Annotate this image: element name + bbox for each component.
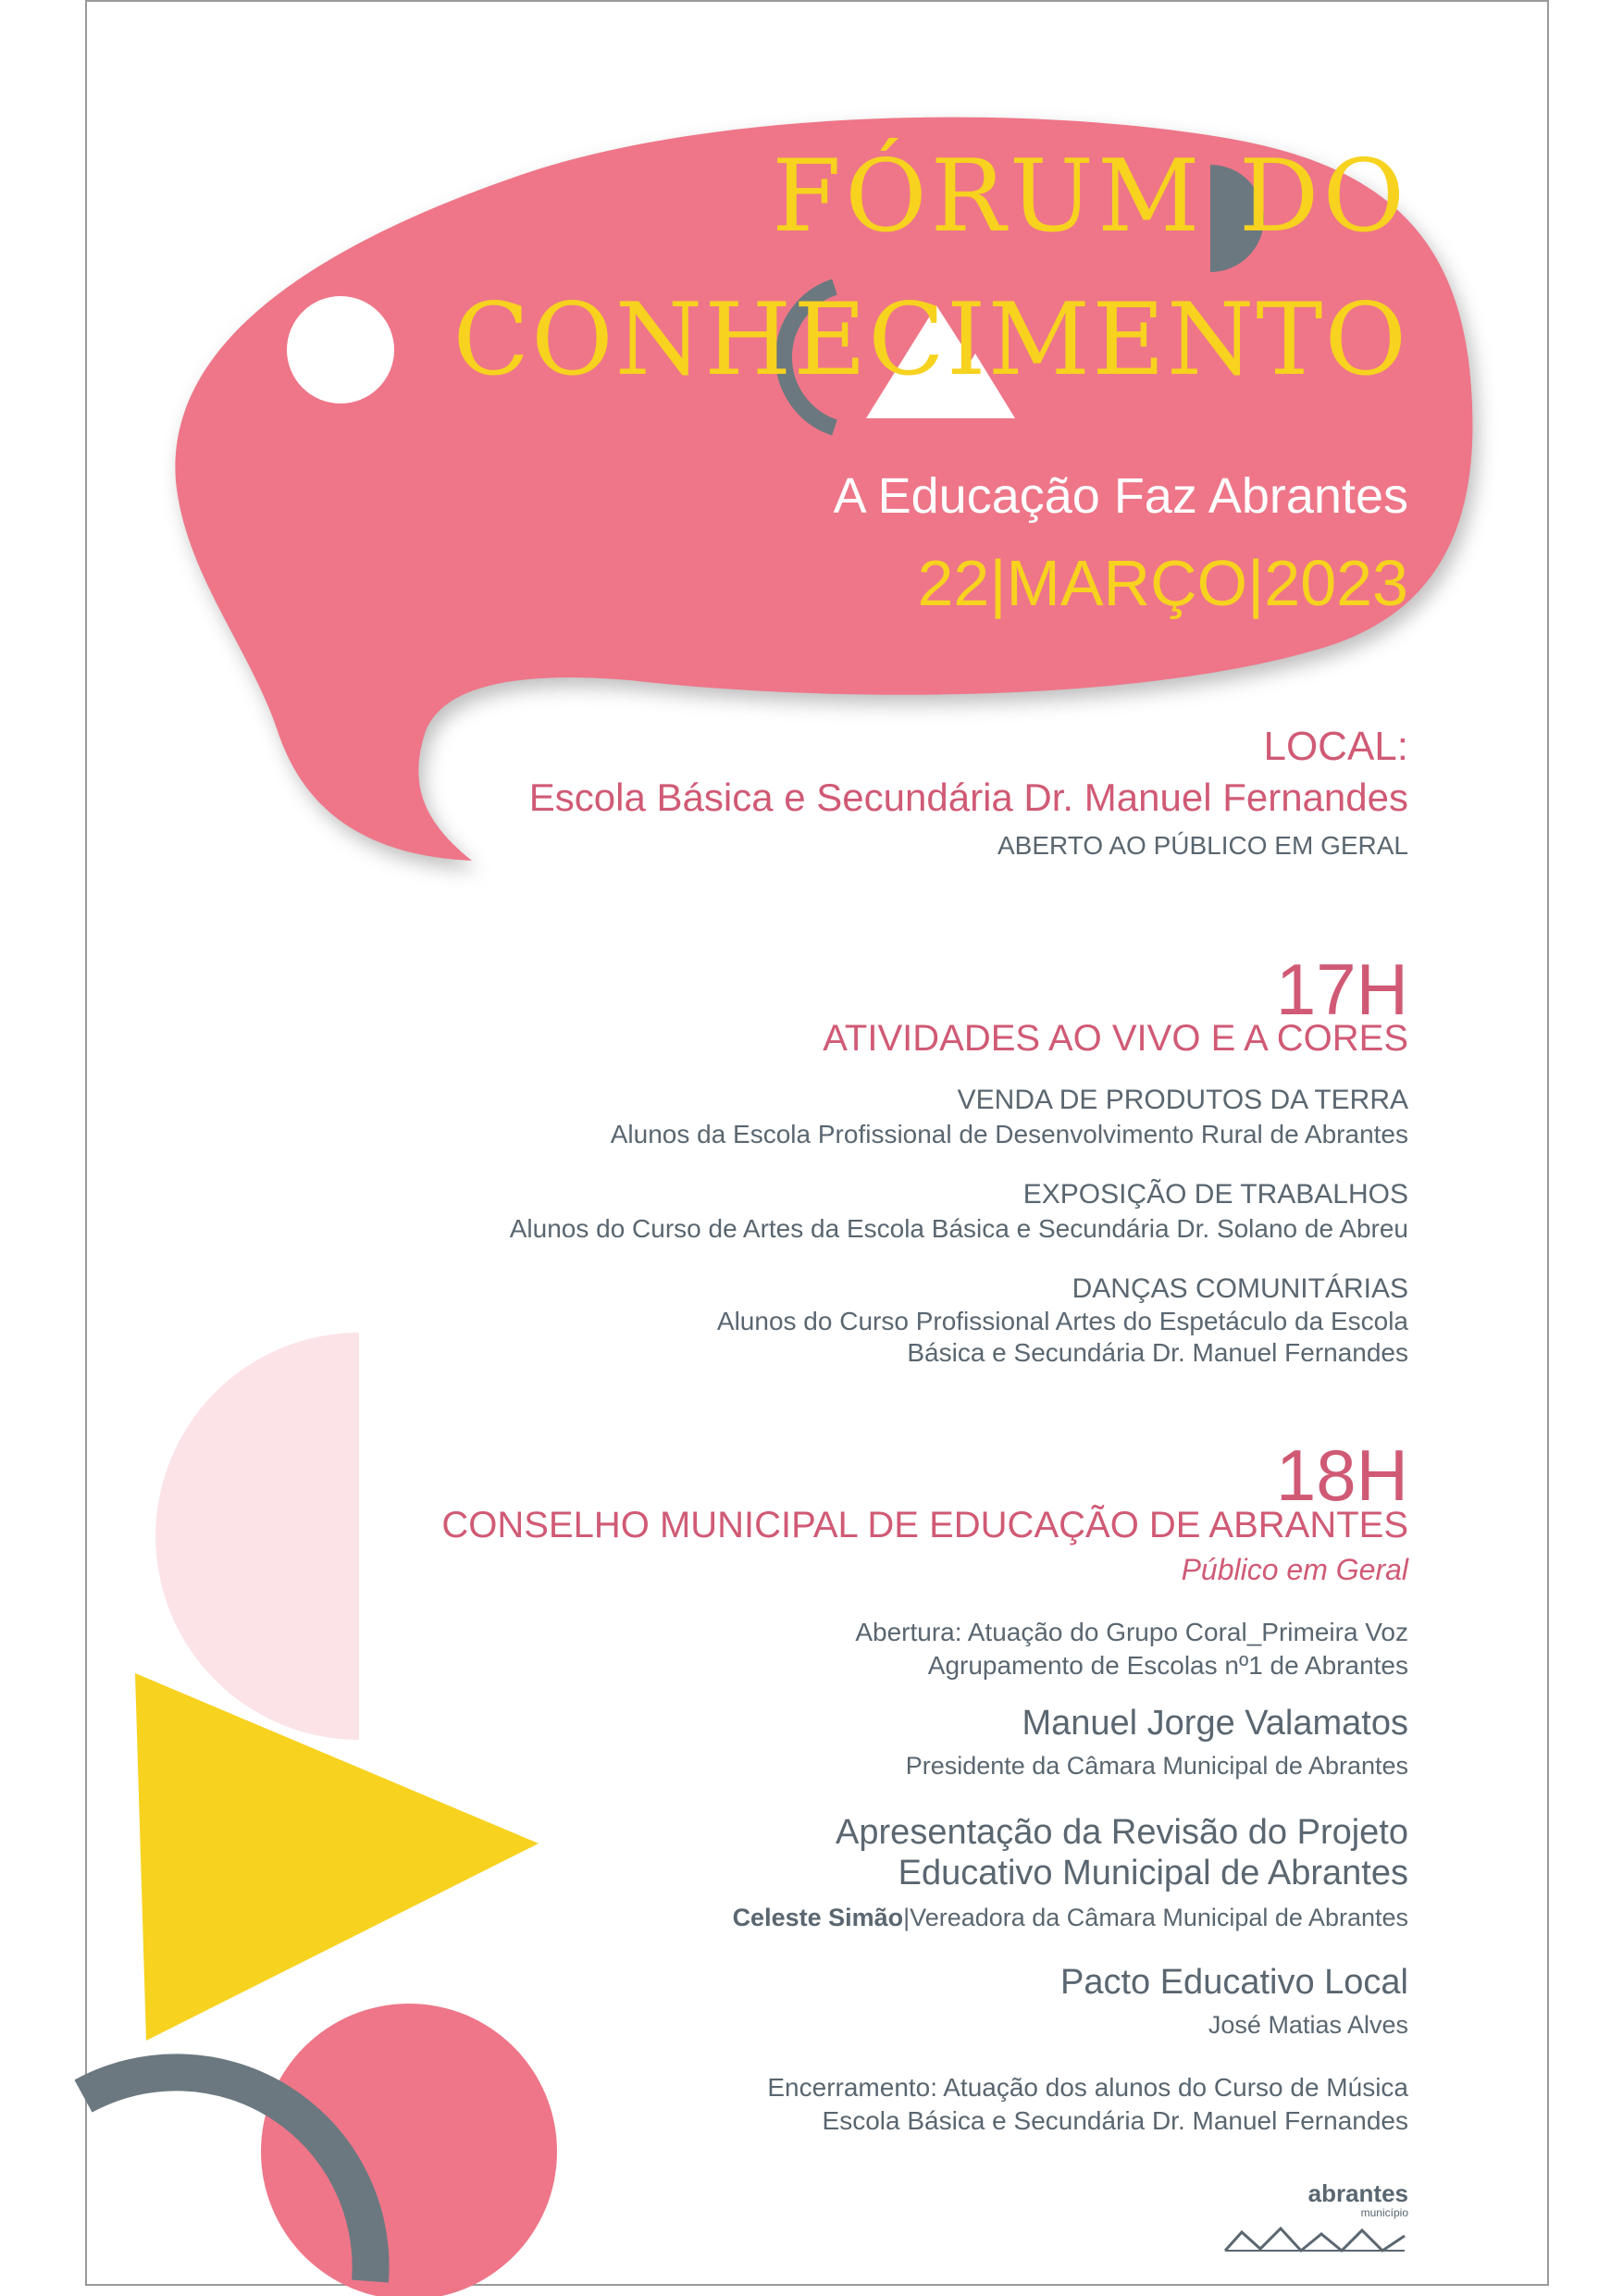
closing-text: Atuação dos alunos do Curso de Música bbox=[943, 2073, 1408, 2102]
closing-label: Encerramento: bbox=[767, 2073, 938, 2102]
opening-label: Abertura: bbox=[855, 1618, 962, 1646]
presenter-role: |Vereadora da Câmara Municipal de Abrantes bbox=[903, 1904, 1408, 1931]
opening-text: Atuação do Grupo Coral_Primeira Voz bbox=[967, 1618, 1408, 1646]
logo-name: abrantes bbox=[1307, 2179, 1408, 2207]
pact-title: Pacto Educativo Local bbox=[1059, 1963, 1408, 2002]
session1-time: 17H bbox=[1275, 949, 1408, 1030]
subtitle: A Educação Faz Abrantes bbox=[833, 468, 1408, 524]
pink-circle bbox=[261, 2004, 557, 2296]
municipality-logo bbox=[1223, 2180, 1408, 2260]
logo-sub: município bbox=[1360, 2206, 1408, 2219]
location-label: LOCAL: bbox=[1263, 724, 1408, 769]
presentation-line1: Apresentação da Revisão do Projeto bbox=[836, 1813, 1408, 1852]
session1-title: ATIVIDADES AO VIVO E A CORES bbox=[823, 1018, 1408, 1059]
session2-audience: Público em Geral bbox=[1181, 1553, 1408, 1586]
open-public-note: ABERTO AO PÚBLICO EM GERAL bbox=[997, 831, 1408, 860]
opening-line bbox=[855, 1616, 1408, 1649]
logo-mountains-icon bbox=[1223, 2223, 1408, 2260]
activity-desc: Alunos do Curso de Artes da Escola Básica e Secundária Dr. Solano de Abreu bbox=[509, 1214, 1408, 1243]
title-disc-icon bbox=[287, 296, 394, 403]
presenter-name: Celeste Simão bbox=[732, 1904, 904, 1931]
closing-line bbox=[767, 2071, 1408, 2104]
activity-title: EXPOSIÇÃO DE TRABALHOS bbox=[1022, 1179, 1408, 1210]
activity-title: VENDA DE PRODUTOS DA TERRA bbox=[957, 1085, 1408, 1115]
light-pink-half-circle bbox=[155, 1333, 359, 1740]
activity-title: DANÇAS COMUNITÁRIAS bbox=[1072, 1273, 1408, 1304]
activity-desc: Alunos da Escola Profissional de Desenvolvimento Rural de Abrantes bbox=[610, 1120, 1408, 1148]
presentation-line2: Educativo Municipal de Abrantes bbox=[898, 1854, 1408, 1893]
presenter-line bbox=[733, 1901, 1408, 1934]
session2-title: CONSELHO MUNICIPAL DE EDUCAÇÃO DE ABRANTES bbox=[441, 1505, 1408, 1545]
speaker1-role: Presidente da Câmara Municipal de Abrantes bbox=[905, 1752, 1408, 1780]
session2-time: 18H bbox=[1275, 1434, 1408, 1516]
activity-desc-line2: Básica e Secundária Dr. Manuel Fernandes bbox=[907, 1338, 1408, 1367]
activity-desc: Alunos do Curso Profissional Artes do Espetáculo da Escola bbox=[716, 1307, 1408, 1335]
title-line-1: FÓRUM DO bbox=[772, 139, 1408, 254]
speaker1-name: Manuel Jorge Valamatos bbox=[1022, 1704, 1408, 1743]
event-date: 22|MARÇO|2023 bbox=[917, 547, 1408, 619]
opening-sub: Agrupamento de Escolas nº1 de Abrantes bbox=[927, 1651, 1408, 1680]
title-line-2: CONHECIMENTO bbox=[452, 282, 1408, 398]
location-venue: Escola Básica e Secundária Dr. Manuel Fernandes bbox=[528, 776, 1408, 819]
closing-sub: Escola Básica e Secundária Dr. Manuel Fernandes bbox=[822, 2106, 1408, 2135]
pact-speaker: José Matias Alves bbox=[1208, 2011, 1408, 2039]
